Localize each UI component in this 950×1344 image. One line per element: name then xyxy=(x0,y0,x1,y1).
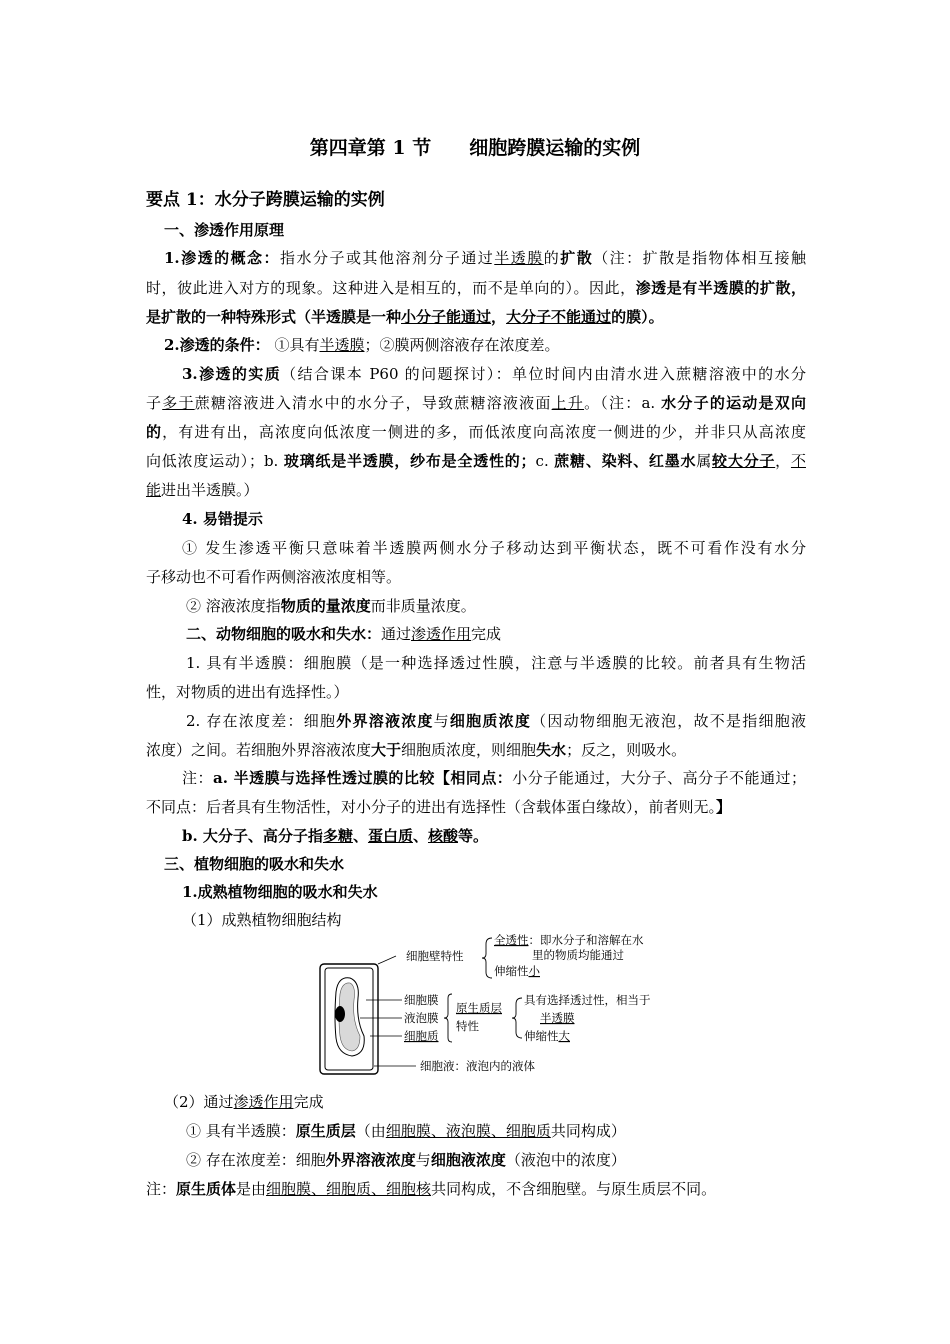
section2-heading: 二、动物细胞的吸水和失水：通过渗透作用完成 xyxy=(186,625,502,643)
membrane-label: 细胞膜 xyxy=(404,993,439,1007)
paragraph-line: 子多于蔗糖溶液进入清水中的水分子，导致蔗糖溶液液面上升。（注：a. 水分子的运动是双向 xyxy=(146,394,806,412)
section1-heading: 一、渗透作用原理 xyxy=(164,221,285,239)
paragraph-line: 不同点：后者具有生物活性，对小分子的进出有选择性（含载体蛋白缘故），前者则无。】 xyxy=(146,798,732,816)
paragraph-line: 的，有进有出，高浓度向低浓度一侧进的多，而低浓度向高浓度一侧进的少，并非只从高浓度 xyxy=(146,423,806,441)
plant-subheading: 1.成熟植物细胞的吸水和失水 xyxy=(182,883,378,901)
animal-item-1: 1. 具有半透膜：细胞膜（是一种选择透过性膜，注意与半透膜的比较。前者具有生物活 xyxy=(186,654,806,672)
tips-heading: 4. 易错提示 xyxy=(182,510,263,528)
plant-item-1: ① 具有半透膜：原生质层（由细胞膜、液泡膜、细胞质共同构成） xyxy=(186,1122,626,1140)
animal-note-a: 注：a. 半透膜与选择性透过膜的比较【相同点：小分子能通过，大分子、高分子不能通过； xyxy=(182,769,806,787)
paragraph-line: 子移动也不可看作两侧溶液浓度相等。 xyxy=(146,568,402,586)
svg-text:特性: 特性 xyxy=(456,1019,479,1033)
cell-sap-label: 细胞液：液泡内的液体 xyxy=(420,1059,535,1073)
svg-text:具有选择透过性，相当于: 具有选择透过性，相当于 xyxy=(524,993,651,1007)
paragraph-osmosis-concept: 1.渗透的概念：指水分子或其他溶剂分子通过半透膜的扩散（注：扩散是指物体相互接触 xyxy=(164,249,806,267)
paragraph-line: 性，对物质的进出有选择性。） xyxy=(146,683,349,701)
paragraph-line: 向低浓度运动）；b. 玻璃纸是半透膜，纱布是全透性的；c. 蔗糖、染料、红墨水属较大分子，不 xyxy=(146,452,806,470)
paragraph-osmosis-conditions: 2.渗透的条件： ①具有半透膜；②膜两侧溶液存在浓度差。 xyxy=(164,336,560,354)
page-title: 第四章第 1 节 细胞跨膜运输的实例 xyxy=(309,137,641,159)
paragraph-line: 时，彼此进入对方的现象。这种进入是相互的，而不是单向的）。因此，渗透是有半透膜的扩散， xyxy=(146,279,806,297)
plant-item-2: ② 存在浓度差：细胞外界溶液浓度与细胞液浓度（液泡中的浓度） xyxy=(186,1151,626,1169)
svg-text:伸缩性大: 伸缩性大 xyxy=(524,1029,570,1043)
svg-text:原生质层: 原生质层 xyxy=(456,1001,502,1015)
svg-text:全透性：即水分子和溶解在水: 全透性：即水分子和溶解在水 xyxy=(494,933,644,947)
tip-2: ② 溶液浓度指物质的量浓度而非质量浓度。 xyxy=(186,597,476,615)
vacuole-membrane-label: 液泡膜 xyxy=(404,1011,439,1025)
plant-osmosis-label: （2）通过渗透作用完成 xyxy=(164,1093,324,1111)
animal-note-b: b. 大分子、高分子指多糖、蛋白质、核酸等。 xyxy=(182,827,489,845)
svg-text:伸缩性小: 伸缩性小 xyxy=(494,964,540,978)
paragraph-osmosis-essence: 3.渗透的实质（结合课本 P60 的问题探讨）：单位时间内由清水进入蔗糖溶液中的水分 xyxy=(182,365,806,383)
tip-1: ① 发生渗透平衡只意味着半透膜两侧水分子移动达到平衡状态，既不可看作没有水分 xyxy=(182,539,806,557)
point-heading: 要点 1：水分子跨膜运输的实例 xyxy=(146,190,385,210)
section3-heading: 三、植物细胞的吸水和失水 xyxy=(164,855,345,873)
paragraph-line: 浓度）之间。若细胞外界溶液浓度大于细胞质浓度，则细胞失水；反之，则吸水。 xyxy=(146,741,687,759)
animal-item-2: 2. 存在浓度差：细胞外界溶液浓度与细胞质浓度（因动物细胞无液泡，故不是指细胞液 xyxy=(186,712,806,730)
plant-note: 注：原生质体是由细胞膜、细胞质、细胞核共同构成，不含细胞壁。与原生质层不同。 xyxy=(146,1180,717,1198)
paragraph-line: 是扩散的一种特殊形式（半透膜是一种小分子能通过，大分子不能通过的膜）。 xyxy=(146,308,664,326)
svg-text:里的物质均能通过: 里的物质均能通过 xyxy=(532,948,624,962)
plant-cell-diagram xyxy=(316,928,676,1086)
svg-text:半透膜: 半透膜 xyxy=(540,1011,575,1025)
cytoplasm-label: 细胞质 xyxy=(404,1029,439,1043)
nucleus xyxy=(335,1006,345,1022)
paragraph-line: 能进出半透膜。） xyxy=(146,481,259,499)
cell-wall-label: 细胞壁特性 xyxy=(406,949,464,963)
plant-structure-label: （1）成熟植物细胞结构 xyxy=(182,911,342,929)
